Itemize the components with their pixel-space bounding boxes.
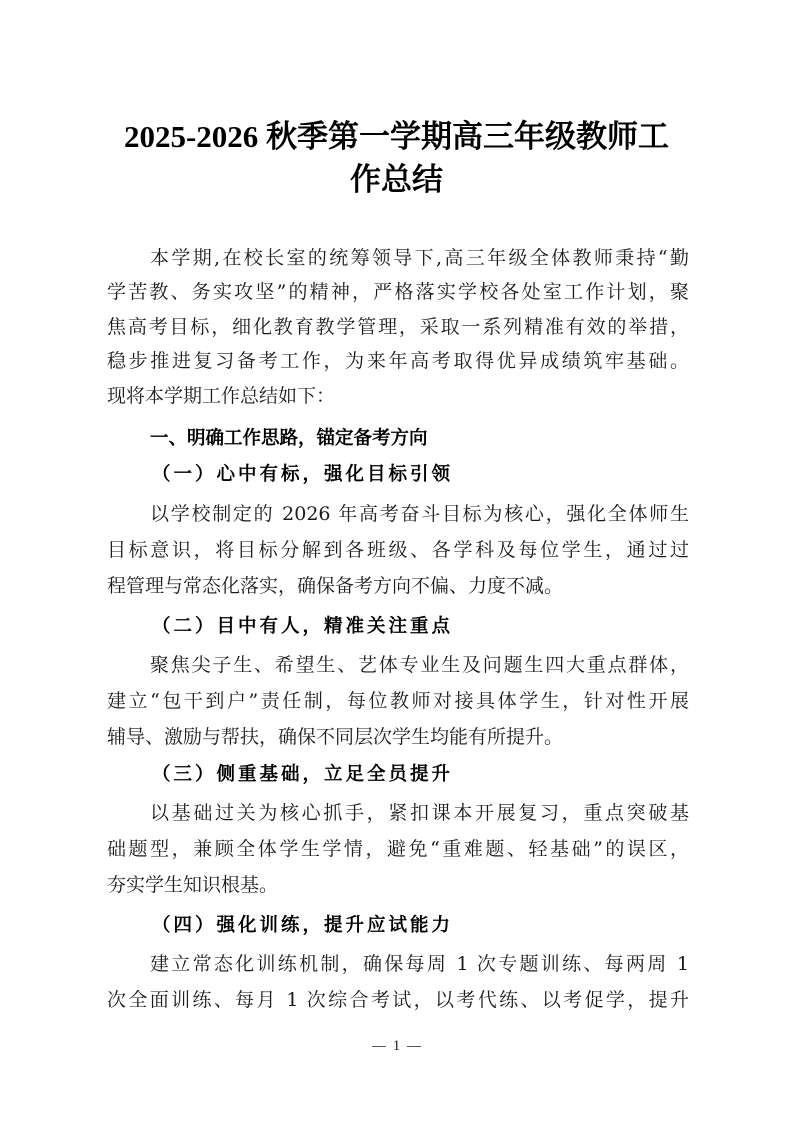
document-title-line-2: 作总结 [350, 162, 443, 197]
intro-line-4: 稳步推进复习备考工作，为来年高考取得优异成绩筑牢基础。 [107, 350, 689, 372]
subsection-2-line-2: 建立“包干到户”责任制，每位教师对接具体学生，针对性开展 [107, 690, 689, 712]
intro-line-3: 焦高考目标，细化教育教学管理，采取一系列精准有效的举措， [107, 316, 689, 338]
intro-line-2: 学苦教、务实攻坚”的精神，严格落实学校各处室工作计划，聚 [107, 281, 689, 303]
subsection-heading-1: （一）心中有标，强化目标引领 [152, 464, 454, 485]
subsection-heading-4: （四）强化训练，提升应试能力 [152, 915, 454, 936]
subsection-2-line-3: 辅导、激励与帮扶，确保不同层次学生均能有所提升。 [107, 726, 564, 748]
intro-line-1: 本学期,在校长室的统筹领导下,高三年级全体教师秉持“勤 [150, 247, 689, 269]
subsection-1-line-2: 目标意识，将目标分解到各班级、各学科及每位学生，通过过 [107, 539, 689, 561]
document-title-line-1: 2025-2026 秋季第一学期高三年级教师工 [123, 119, 670, 154]
subsection-3-line-1: 以基础过关为核心抓手，紧扣课本开展复习，重点突破基 [150, 802, 689, 824]
page-number-value: 1 [392, 1038, 401, 1054]
subsection-3-line-3: 夯实学生知识根基。 [107, 874, 279, 896]
page-number [0, 1038, 793, 1055]
subsection-1-line-1: 以学校制定的 2026 年高考奋斗目标为核心，强化全体师生 [150, 503, 689, 525]
dash-right [407, 1046, 421, 1047]
subsection-4-line-1: 建立常态化训练机制，确保每周 1 次专题训练、每两周 1 [150, 953, 689, 975]
dash-left [372, 1046, 386, 1047]
subsection-3-line-2: 础题型，兼顾全体学生学情，避免“重难题、轻基础”的误区， [107, 838, 689, 860]
subsection-4-line-2: 次全面训练、每月 1 次综合考试，以考代练、以考促学，提升 [107, 989, 689, 1011]
intro-line-5: 现将本学期工作总结如下： [107, 385, 336, 407]
subsection-2-line-1: 聚焦尖子生、希望生、艺体专业生及问题生四大重点群体， [150, 654, 689, 676]
section-heading-1: 一、明确工作思路，锚定备考方向 [150, 428, 428, 449]
subsection-heading-2: （二）目中有人，精准关注重点 [152, 616, 454, 637]
subsection-1-line-3: 程管理与常态化落实，确保备考方向不偏、力度不减。 [107, 575, 564, 597]
subsection-heading-3: （三）侧重基础，立足全员提升 [152, 764, 454, 785]
